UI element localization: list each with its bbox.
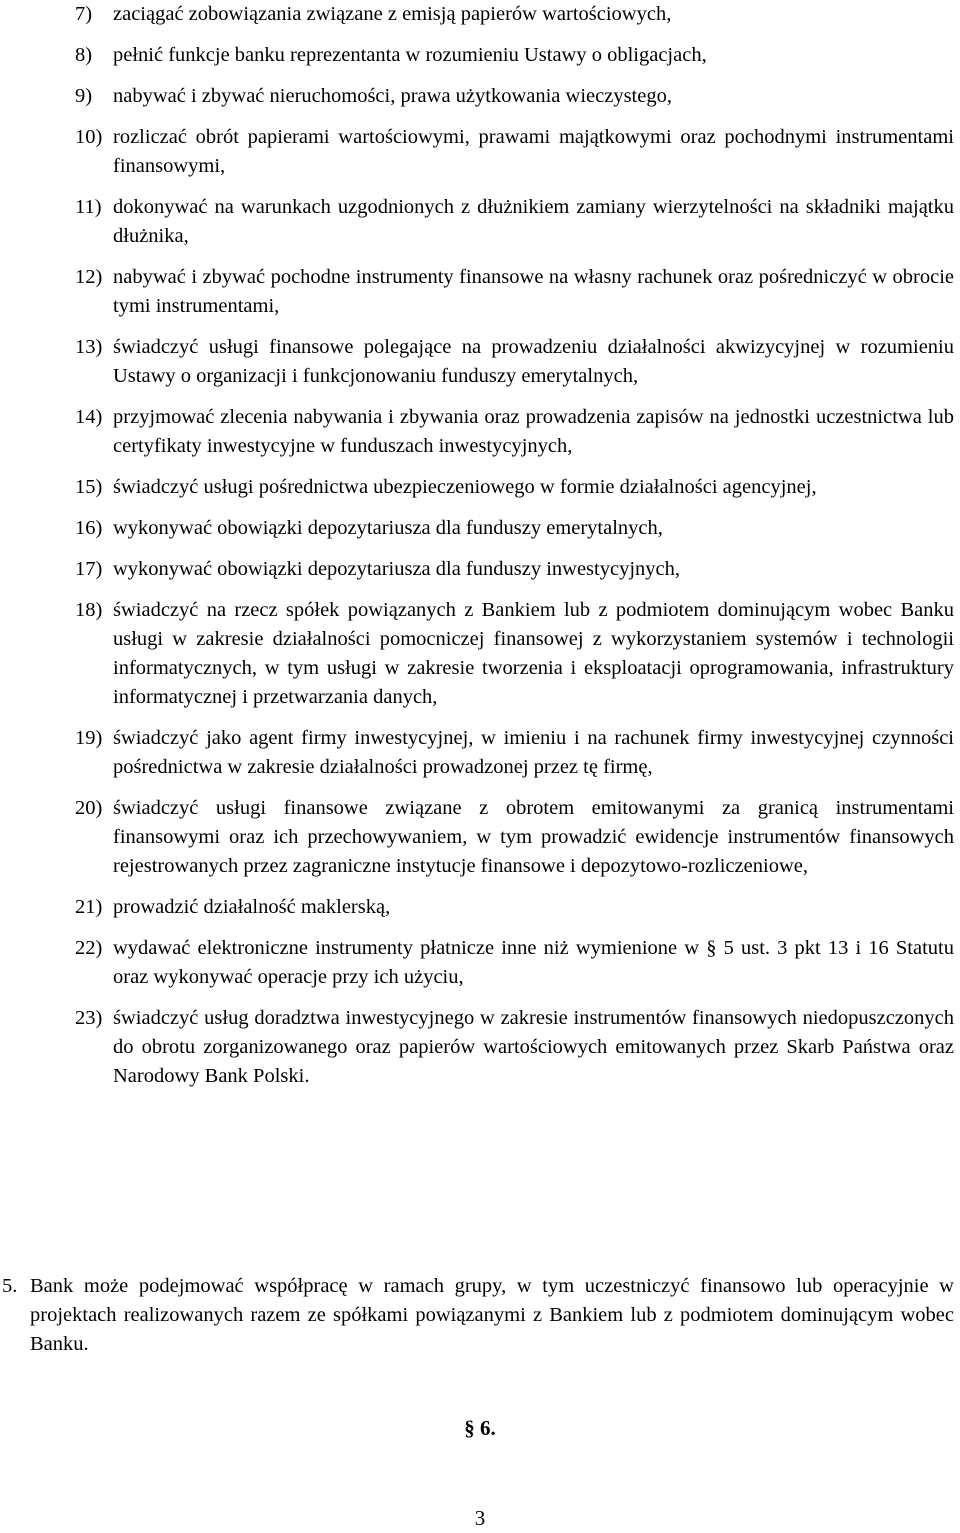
- item-number: 19): [75, 727, 103, 749]
- list-item: [0, 193, 960, 251]
- item-number: 15): [75, 476, 103, 498]
- item-number: 12): [75, 266, 103, 288]
- page-number: 3: [474, 1506, 486, 1530]
- list-item: [0, 333, 960, 391]
- list-item: [0, 41, 960, 70]
- paragraph-text: Bank może podejmować współpracę w ramach grupy, w tym uczestniczyć finansowo lub operacyjnie w projektach realizowanych razem ze spółkami powiązanymi z Bankiem lub z podmiotem dominującym wobec Banku.: [30, 1275, 954, 1355]
- item-text: prowadzić działalność maklerską,: [113, 896, 391, 918]
- item-text: świadczyć usługi finansowe związane z obrotem emitowanymi za granicą instrumentami finansowymi oraz ich przechowywaniem, w tym prowadzić ewidencje instrumentów finansowych rejestrowanych przez zagraniczne instytucje finansowe i depozytowo-rozliczeniowe,: [113, 797, 954, 877]
- list-item: [0, 555, 960, 584]
- list-item: [0, 596, 960, 712]
- item-text: pełnić funkcje banku reprezentanta w rozumieniu Ustawy o obligacjach,: [113, 44, 707, 66]
- paragraph-number: 5.: [2, 1275, 18, 1297]
- item-text: wydawać elektroniczne instrumenty płatnicze inne niż wymienione w § 5 ust. 3 pkt 13 i 16 Statutu oraz wykonywać operacje przy ich użyciu,: [113, 937, 954, 988]
- item-number: 16): [75, 517, 103, 539]
- item-number: 22): [75, 937, 103, 959]
- item-text: zaciągać zobowiązania związane z emisją papierów wartościowych,: [113, 3, 672, 25]
- item-number: 20): [75, 797, 103, 819]
- list-item: [0, 263, 960, 321]
- list-item: [0, 0, 960, 29]
- item-number: 17): [75, 558, 103, 580]
- item-text: świadczyć usług doradztwa inwestycyjnego w zakresie instrumentów finansowych niedopuszczonych do obrotu zorganizowanego oraz papierów wartościowych emitowanych przez Skarb Państwa oraz Narodowy Bank Polski.: [113, 1007, 954, 1087]
- list-item: [0, 514, 960, 543]
- item-text: dokonywać na warunkach uzgodnionych z dłużnikiem zamiany wierzytelności na składniki majątku dłużnika,: [113, 196, 954, 247]
- list-item: [0, 403, 960, 461]
- item-number: 14): [75, 406, 103, 428]
- item-number: 9): [75, 85, 93, 107]
- item-text: przyjmować zlecenia nabywania i zbywania oraz prowadzenia zapisów na jednostki uczestnictwa lub certyfikaty inwestycyjne w funduszach inwestycyjnych,: [113, 406, 954, 457]
- item-text: rozliczać obrót papierami wartościowymi, prawami majątkowymi oraz pochodnymi instrumentami finansowymi,: [113, 126, 954, 177]
- list-item: [0, 82, 960, 111]
- item-number: 10): [75, 126, 103, 148]
- item-text: świadczyć jako agent firmy inwestycyjnej, w imieniu i na rachunek firmy inwestycyjnej czynności pośrednictwa w zakresie działalności prowadzonej przez tę firmę,: [113, 727, 954, 778]
- item-number: 23): [75, 1007, 103, 1029]
- section-heading: § 6.: [464, 1416, 496, 1440]
- item-text: nabywać i zbywać nieruchomości, prawa użytkowania wieczystego,: [113, 85, 672, 107]
- item-text: świadczyć na rzecz spółek powiązanych z Bankiem lub z podmiotem dominującym wobec Banku usługi w zakresie działalności pomocniczej finansowej z wykorzystaniem systemów i technologii informatycznych, w tym usługi w zakresie tworzenia i eksploatacji oprogramowania, infrastruktury informatycznej i przetwarzania danych,: [113, 599, 954, 708]
- list-item: [0, 893, 960, 922]
- item-number: 7): [75, 3, 93, 25]
- list-item: [0, 724, 960, 782]
- item-number: 13): [75, 336, 103, 358]
- item-text: świadczyć usługi finansowe polegające na prowadzeniu działalności akwizycyjnej w rozumieniu Ustawy o organizacji i funkcjonowaniu funduszy emerytalnych,: [113, 336, 954, 387]
- paragraph-5: [0, 1272, 960, 1359]
- item-number: 18): [75, 599, 103, 621]
- list-item: [0, 1004, 960, 1091]
- item-text: wykonywać obowiązki depozytariusza dla funduszy emerytalnych,: [113, 517, 663, 539]
- item-text: nabywać i zbywać pochodne instrumenty finansowe na własny rachunek oraz pośredniczyć w obrocie tymi instrumentami,: [113, 266, 954, 317]
- item-number: 11): [75, 196, 102, 218]
- list-item: [0, 794, 960, 881]
- item-text: świadczyć usługi pośrednictwa ubezpieczeniowego w formie działalności agencyjnej,: [113, 476, 817, 498]
- item-text: wykonywać obowiązki depozytariusza dla funduszy inwestycyjnych,: [113, 558, 681, 580]
- item-number: 8): [75, 44, 93, 66]
- list-item: [0, 123, 960, 181]
- list-item: [0, 473, 960, 502]
- item-number: 21): [75, 896, 103, 918]
- list-item: [0, 934, 960, 992]
